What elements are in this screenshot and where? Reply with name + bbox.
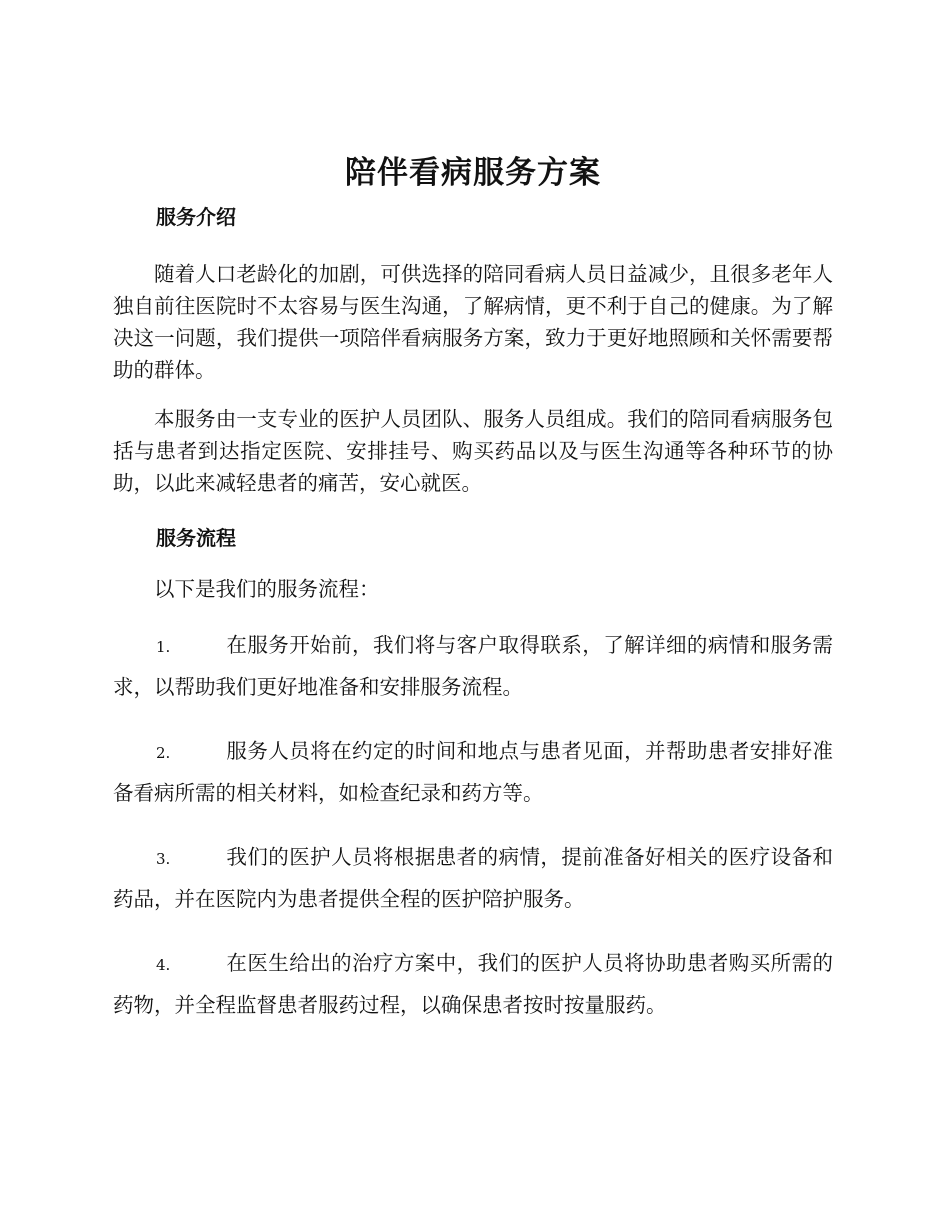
flow-step-2	[113, 731, 833, 813]
step-number: 2.	[156, 744, 171, 762]
flow-step-4	[113, 943, 833, 1025]
step-number: 1.	[156, 638, 171, 656]
section-heading-flow: 服务流程	[156, 526, 236, 550]
step-text: 在医生给出的治疗方案中，我们的医护人员将协助患者购买所需的药物，并全程监督患者服药过程，以确保患者按时按量服药。	[113, 951, 833, 1017]
step-text: 我们的医护人员将根据患者的病情，提前准备好相关的医疗设备和药品，并在医院内为患者提供全程的医护陪护服务。	[113, 845, 833, 911]
flow-lead-text: 以下是我们的服务流程：	[154, 577, 380, 601]
step-number: 4.	[156, 956, 171, 974]
step-number: 3.	[156, 850, 171, 868]
intro-paragraph-1: 随着人口老龄化的加剧，可供选择的陪同看病人员日益减少，且很多老年人独自前往医院时不太容易与医生沟通，了解病情，更不利于自己的健康。为了解决这一问题，我们提供一项陪伴看病服务方案，致力于更好地照顾和关怀需要帮助的群体。	[113, 262, 833, 382]
intro-paragraph-2: 本服务由一支专业的医护人员团队、服务人员组成。我们的陪同看病服务包括与患者到达指定医院、安排挂号、购买药品以及与医生沟通等各种环节的协助，以此来减轻患者的痛苦，安心就医。	[113, 407, 833, 495]
step-text: 服务人员将在约定的时间和地点与患者见面，并帮助患者安排好准备看病所需的相关材料，如检查纪录和药方等。	[113, 739, 833, 805]
document-body	[113, 150, 833, 1025]
step-text: 在服务开始前，我们将与客户取得联系，了解详细的病情和服务需求，以帮助我们更好地准备和安排服务流程。	[113, 633, 833, 699]
section-heading-intro: 服务介绍	[156, 205, 236, 229]
flow-step-3	[113, 837, 833, 919]
flow-step-1	[113, 625, 833, 707]
document-title: 陪伴看病服务方案	[345, 155, 601, 191]
